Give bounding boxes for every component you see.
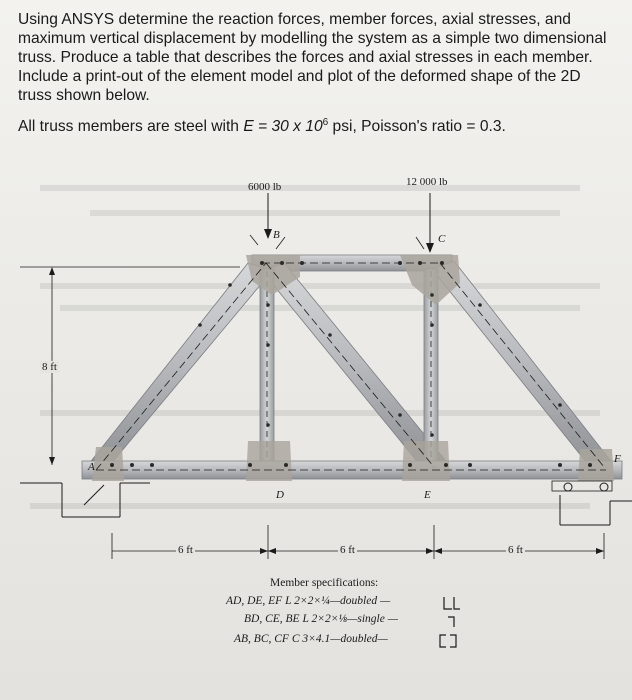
gusset-e — [402, 441, 450, 481]
modulus-value: E = 30 x 10 — [243, 118, 323, 135]
node-label-e: E — [424, 489, 431, 501]
node-label-f: F — [614, 453, 621, 465]
gusset-d — [246, 441, 292, 481]
single-angle-symbol — [448, 617, 454, 627]
gusset-f — [578, 449, 614, 481]
node-label-c: C — [438, 233, 446, 245]
leader-b — [250, 235, 258, 245]
spec-line-2: BD, CE, BE L 2×2×⅛—single — — [244, 613, 398, 625]
double-channel-symbol — [440, 635, 456, 647]
problem-paragraph-1: Using ANSYS determine the reaction forces, member forces, axial stresses, and maximum vertical displacement by modelling the system as a simple two dimensional truss. Produce a table that describes the forces and axial stresses in each member. Include a print-out of the element model and plot of the deformed shape of the 2D truss shown below. — [18, 11, 607, 104]
double-angle-symbol — [444, 597, 460, 609]
node-label-d: D — [276, 489, 284, 501]
problem-statement — [18, 10, 618, 136]
member-ab — [88, 263, 272, 465]
node-label-a: A — [88, 461, 95, 473]
gusset-a — [92, 447, 124, 481]
material-text-post: psi, Poisson's ratio = 0.3. — [328, 118, 506, 135]
spec-line-3: AB, BC, CF C 3×4.1—doubled— — [234, 633, 388, 645]
spec-line-1: AD, DE, EF L 2×2×¼—doubled — — [226, 595, 391, 607]
truss-figure — [0, 165, 632, 700]
section-symbols — [440, 597, 460, 647]
gusset-c — [400, 255, 460, 305]
leader-c — [416, 237, 424, 249]
load-label-b: 6000 lb — [248, 181, 282, 193]
material-text-pre: All truss members are steel with — [18, 118, 244, 135]
problem-paragraph-2 — [18, 117, 618, 136]
span-label-1: 6 ft — [178, 544, 193, 556]
span-label-3: 6 ft — [508, 544, 523, 556]
height-label: 8 ft — [42, 361, 57, 373]
member-cf — [432, 261, 614, 467]
span-label-2: 6 ft — [340, 544, 355, 556]
load-arrow-c — [426, 193, 434, 253]
load-label-c: 12 000 lb — [406, 176, 448, 188]
member-be — [262, 263, 446, 465]
spec-title: Member specifications: — [270, 577, 379, 589]
node-label-b: B — [273, 229, 280, 241]
modulus-exponent: 6 — [322, 116, 329, 128]
support-left — [20, 483, 150, 517]
